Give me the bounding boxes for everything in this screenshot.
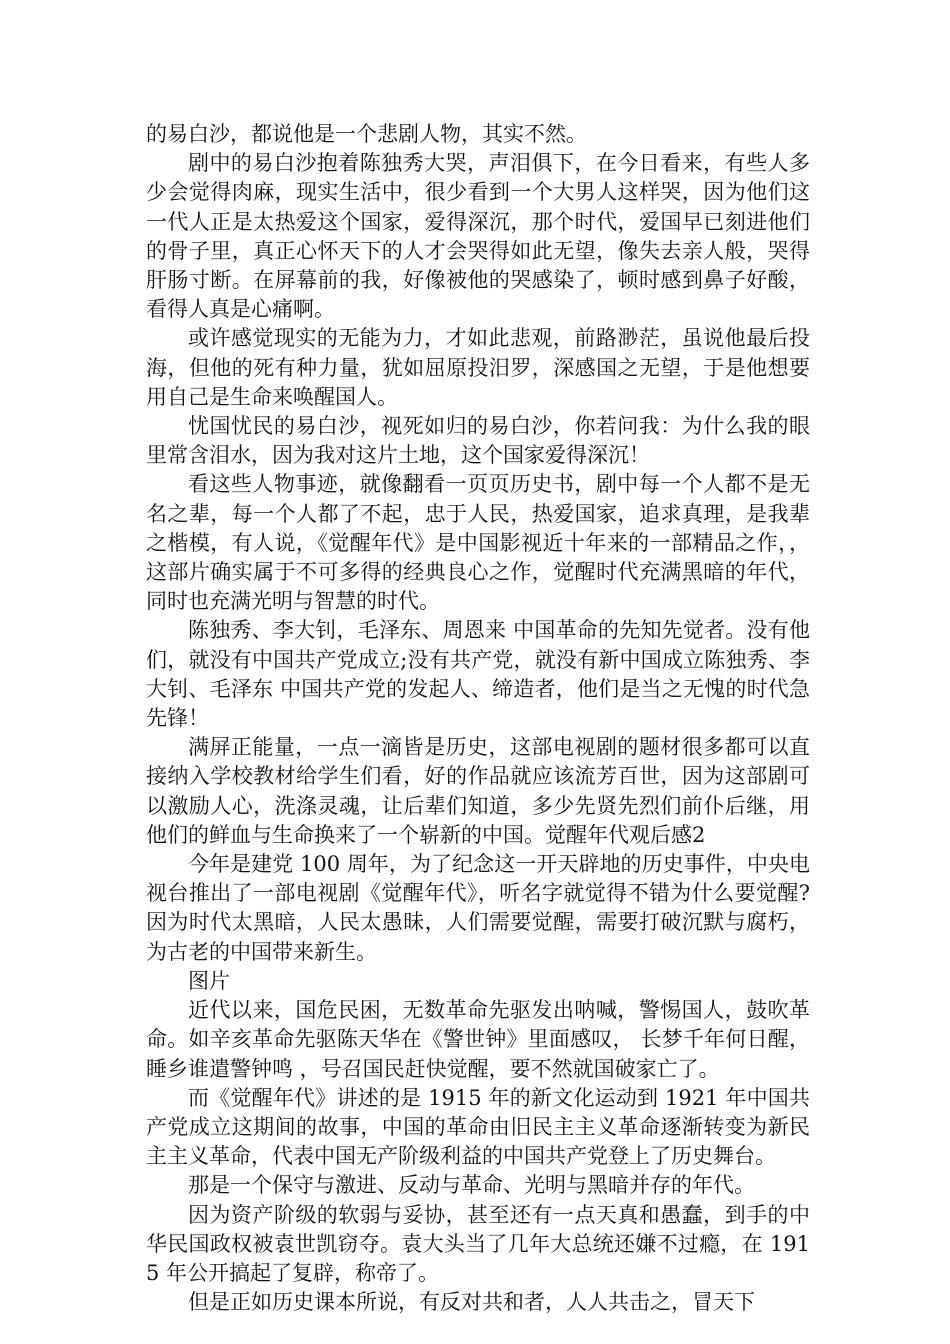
- paragraph-7: 满屏正能量，一点一滴皆是历史，这部电视剧的题材很多都可以直接纳入学校教材给学生们看，好的作品就应该流芳百世，因为这部剧可以激励人心，洗涤灵魂，让后辈们知道，多少先贤先烈们前仆后继，用他们的鲜血与生命换来了一个崭新的中国。觉醒年代观后感2: [146, 735, 810, 847]
- paragraph-11: 而《觉醒年代》讲述的是 1915 年的新文化运动到 1921 年中国共产党成立这期间的故事，中国的革命由旧民主主义革命逐渐转变为新民主主义革命，代表中国无产阶级利益的中国共产党登上了历史舞台。: [146, 1085, 810, 1169]
- paragraph-3: 或许感觉现实的无能为力，才如此悲观，前路渺茫，虽说他最后投海，但他的死有种力量，犹如屈原投汨罗，深感国之无望，于是他想要用自己是生命来唤醒国人。: [146, 326, 810, 409]
- paragraph-9: 图片: [188, 968, 230, 993]
- paragraph-8: 今年是建党 100 周年，为了纪念这一开天辟地的历史事件，中央电视台推出了一部电视剧《觉醒年代》，听名字就觉得不错为什么要觉醒?因为时代太黑暗，人民太愚昧，人们需要觉醒，需要打破沉默与腐朽，为古老的中国带来新生。: [146, 852, 810, 964]
- paragraph-13: 因为资产阶级的软弱与妥协，甚至还有一点天真和愚蠢，到手的中华民国政权被袁世凯窃夺。袁大头当了几年大总统还嫌不过瘾，在 1915 年公开搞起了复辟，称帝了。: [146, 1202, 810, 1285]
- paragraph-12: 那是一个保守与激进、反动与革命、光明与黑暗并存的年代。: [188, 1173, 755, 1198]
- paragraph-1: 的易白沙，都说他是一个悲剧人物，其实不然。: [146, 122, 587, 146]
- paragraph-5: 看这些人物事迹，就像翻看一页页历史书，剧中每一个人都不是无名之辈，每一个人都了不起，忠于人民，热爱国家，追求真理，是我辈之楷模，有人说，《觉醒年代》是中国影视近十年来的一部精品之作，，这部片确实属于不可多得的经典良心之作，觉醒时代充满黑暗的年代，同时也充满光明与智慧的时代。: [146, 472, 810, 614]
- paragraph-4: 忧国忧民的易白沙，视死如归的易白沙，你若问我：为什么我的眼里常含泪水，因为我对这片土地，这个国家爱得深沉！: [146, 414, 810, 468]
- paragraph-10: 近代以来，国危民困，无数革命先驱发出呐喊，警惕国人，鼓吹革命。如辛亥革命先驱陈天华在《警世钟》里面感叹， 长梦千年何日醒，睡乡谁遣警钟鸣 ，号召国民赶快觉醒，要不然就国破家亡了。: [146, 998, 810, 1081]
- paragraph-2: 剧中的易白沙抱着陈独秀大哭，声泪俱下，在今日看来，有些人多少会觉得肉麻，现实生活中，很少看到一个大男人这样哭，因为他们这一代人正是太热爱这个国家，爱得深沉，那个时代，爱国早已刻进他们的骨子里，真正心怀天下的人才会哭得如此无望，像失去亲人般，哭得肝肠寸断。在屏幕前的我，好像被他的哭感染了，顿时感到鼻子好酸，看得人真是心痛啊。: [146, 151, 810, 322]
- paragraph-6: 陈独秀、李大钊，毛泽东、周恩来 中国革命的先知先觉者。没有他们，就没有中国共产党成立;没有共产党，就没有新中国成立陈独秀、李大钊、毛泽东 中国共产党的发起人、缔造者，他们是当之无愧的时代急先锋！: [146, 618, 810, 731]
- document-body: [146, 120, 810, 1317]
- paragraph-14: 但是正如历史课本所说，有反对共和者，人人共击之，冒天下: [188, 1290, 755, 1315]
